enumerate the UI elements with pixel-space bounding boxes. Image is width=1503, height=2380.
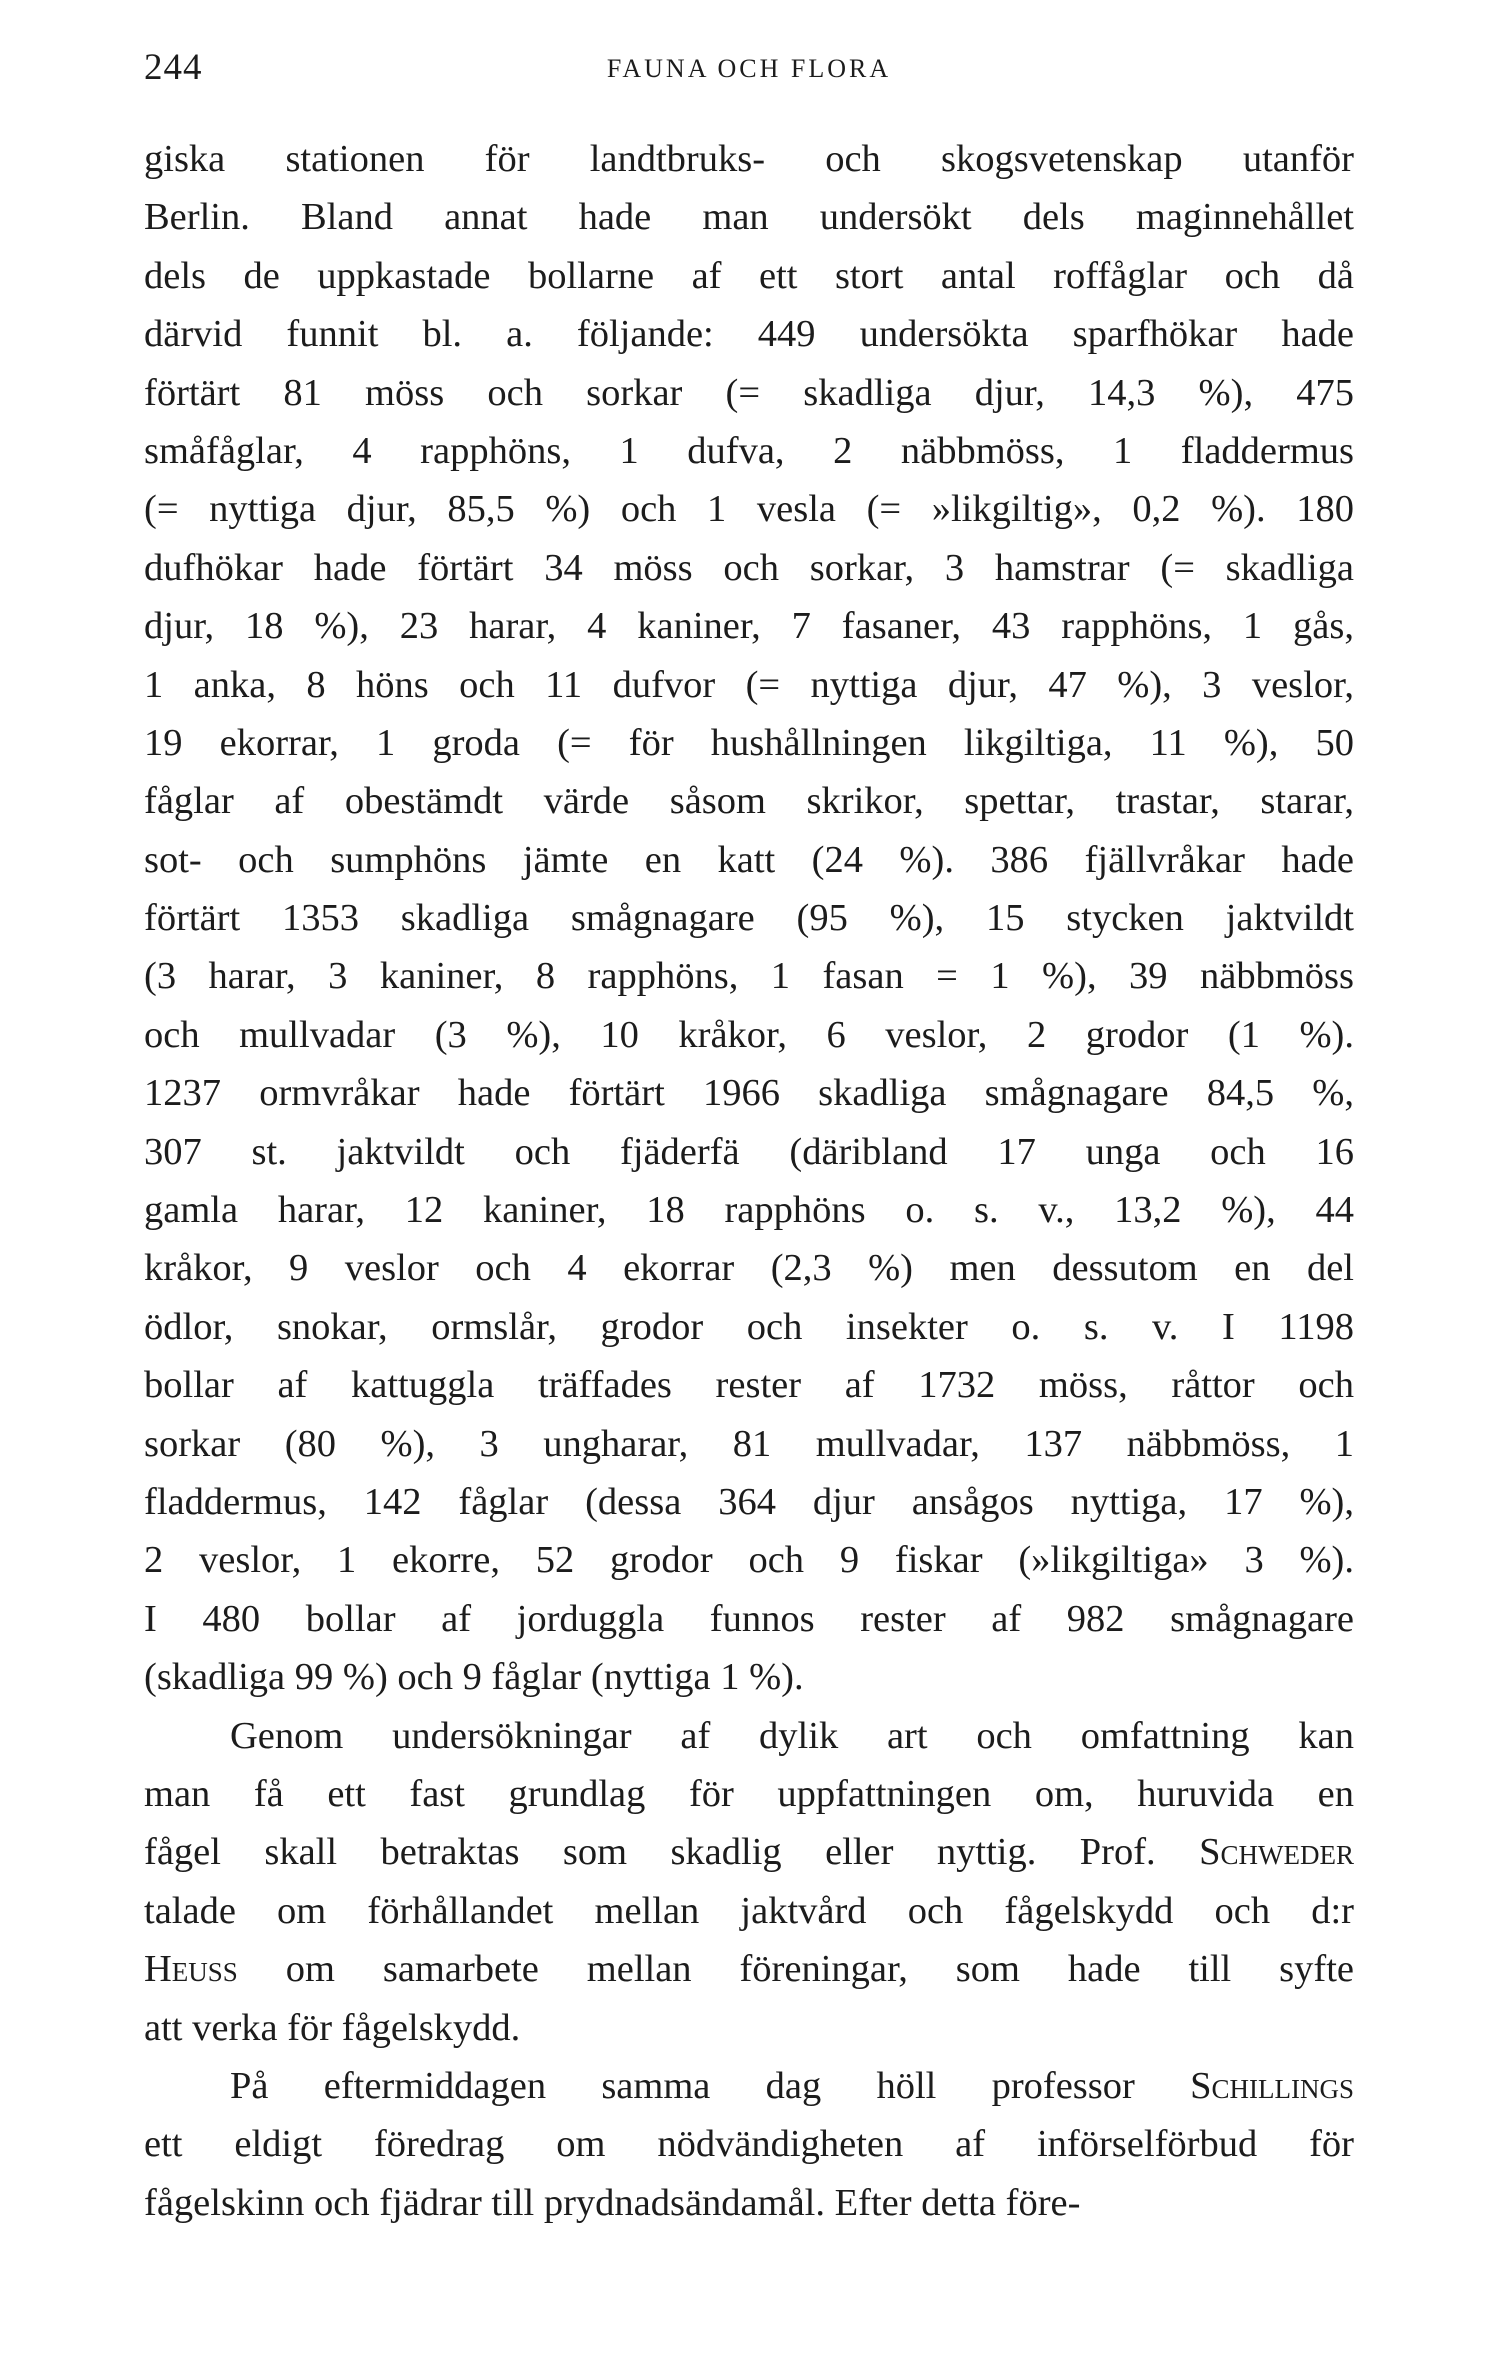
text-line: förtärt 1353 skadliga smågnagare (95 %), 15 stycken jaktvildt <box>144 897 1354 940</box>
text-line: giska stationen för landtbruks- och skogsvetenskap utanför <box>144 138 1354 180</box>
text-line: talade om förhållandet mellan jaktvård och fågelskydd och d:r <box>144 1889 1354 1932</box>
text-line: sorkar (80 %), 3 ungharar, 81 mullvadar, 137 näbbmöss, 1 <box>144 1422 1354 1465</box>
text-line: småfåglar, 4 rapphöns, 1 dufva, 2 näbbmöss, 1 fladdermus <box>144 429 1354 472</box>
text-line: bollar af kattuggla träffades rester af 1732 möss, råttor och <box>144 1364 1354 1407</box>
text-line: fladdermus, 142 fåglar (dessa 364 djur ansågos nyttiga, 17 %), <box>144 1480 1354 1523</box>
text-line: 2 veslor, 1 ekorre, 52 grodor och 9 fiskar (»likgiltiga» 3 %). <box>144 1539 1354 1582</box>
text-line: 307 st. jaktvildt och fjäderfä (däribland 17 unga och 16 <box>144 1130 1354 1173</box>
text-line: (3 harar, 3 kaniner, 8 rapphöns, 1 fasan = 1 %), 39 näbbmöss <box>144 955 1354 998</box>
text-line: 1 anka, 8 höns och 11 dufvor (= nyttiga djur, 47 %), 3 veslor, <box>144 663 1354 706</box>
page-header <box>144 46 1354 96</box>
text-line: Genom undersökningar af dylik art och omfattning kan <box>230 1714 1354 1757</box>
paragraph-3 <box>144 2057 1354 2232</box>
person-name: Schillings <box>1190 2064 1354 2107</box>
text-line: (skadliga 99 %) och 9 fåglar (nyttiga 1 %). <box>144 1656 804 1699</box>
text-line: fågelskinn och fjädrar till prydnadsändamål. Efter detta före- <box>144 2181 1081 2224</box>
text-line: dufhökar hade förtärt 34 möss och sorkar, 3 hamstrar (= skadliga <box>144 546 1354 589</box>
text-line: 1237 ormvråkar hade förtärt 1966 skadliga smågnagare 84,5 %, <box>144 1072 1354 1115</box>
page-number: 244 <box>144 47 203 88</box>
text-line: På eftermiddagen samma dag höll professor Schillings <box>230 2064 1354 2107</box>
text-line: därvid funnit bl. a. följande: 449 undersökta sparfhökar hade <box>144 313 1354 356</box>
text-line: sot- och sumphöns jämte en katt (24 %). 386 fjällvråkar hade <box>144 838 1354 881</box>
paragraph-2 <box>144 1707 1354 2057</box>
text-line: (= nyttiga djur, 85,5 %) och 1 vesla (= »likgiltig», 0,2 %). 180 <box>144 488 1354 531</box>
person-name: Schweder <box>1199 1831 1354 1874</box>
text-line: Heuss om samarbete mellan föreningar, som hade till syfte <box>144 1948 1354 1991</box>
text-line: Berlin. Bland annat hade man undersökt dels maginnehållet <box>144 196 1354 239</box>
running-title: FAUNA OCH FLORA <box>606 54 892 83</box>
text-line: ödlor, snokar, ormslår, grodor och insekter o. s. v. I 1198 <box>144 1305 1354 1348</box>
text-line: I 480 bollar af jorduggla funnos rester af 982 smågnagare <box>144 1597 1354 1640</box>
text-line: och mullvadar (3 %), 10 kråkor, 6 veslor, 2 grodor (1 %). <box>144 1013 1354 1056</box>
text-line: djur, 18 %), 23 harar, 4 kaniner, 7 fasaner, 43 rapphöns, 1 gås, <box>144 605 1354 648</box>
text-line: kråkor, 9 veslor och 4 ekorrar (2,3 %) men dessutom en del <box>144 1247 1354 1290</box>
text-line: dels de uppkastade bollarne af ett stort antal roffåglar och då <box>144 254 1354 297</box>
text-line: förtärt 81 möss och sorkar (= skadliga djur, 14,3 %), 475 <box>144 371 1354 414</box>
text-line: gamla harar, 12 kaniner, 18 rapphöns o. s. v., 13,2 %), 44 <box>144 1189 1354 1232</box>
text-line: man få ett fast grundlag för uppfattningen om, huruvida en <box>144 1772 1354 1815</box>
paragraph-1 <box>144 130 1354 1707</box>
text-line: fåglar af obestämdt värde såsom skrikor, spettar, trastar, starar, <box>144 780 1354 823</box>
body-text <box>144 130 1354 2232</box>
text-line: att verka för fågelskydd. <box>144 2006 521 2049</box>
text-line: fågel skall betraktas som skadlig eller nyttig. Prof. Schweder <box>144 1831 1354 1874</box>
text-line: ett eldigt föredrag om nödvändigheten af införselförbud för <box>144 2123 1354 2166</box>
person-name: Heuss <box>144 1948 238 1991</box>
text-line: 19 ekorrar, 1 groda (= för hushållningen likgiltiga, 11 %), 50 <box>144 721 1354 764</box>
